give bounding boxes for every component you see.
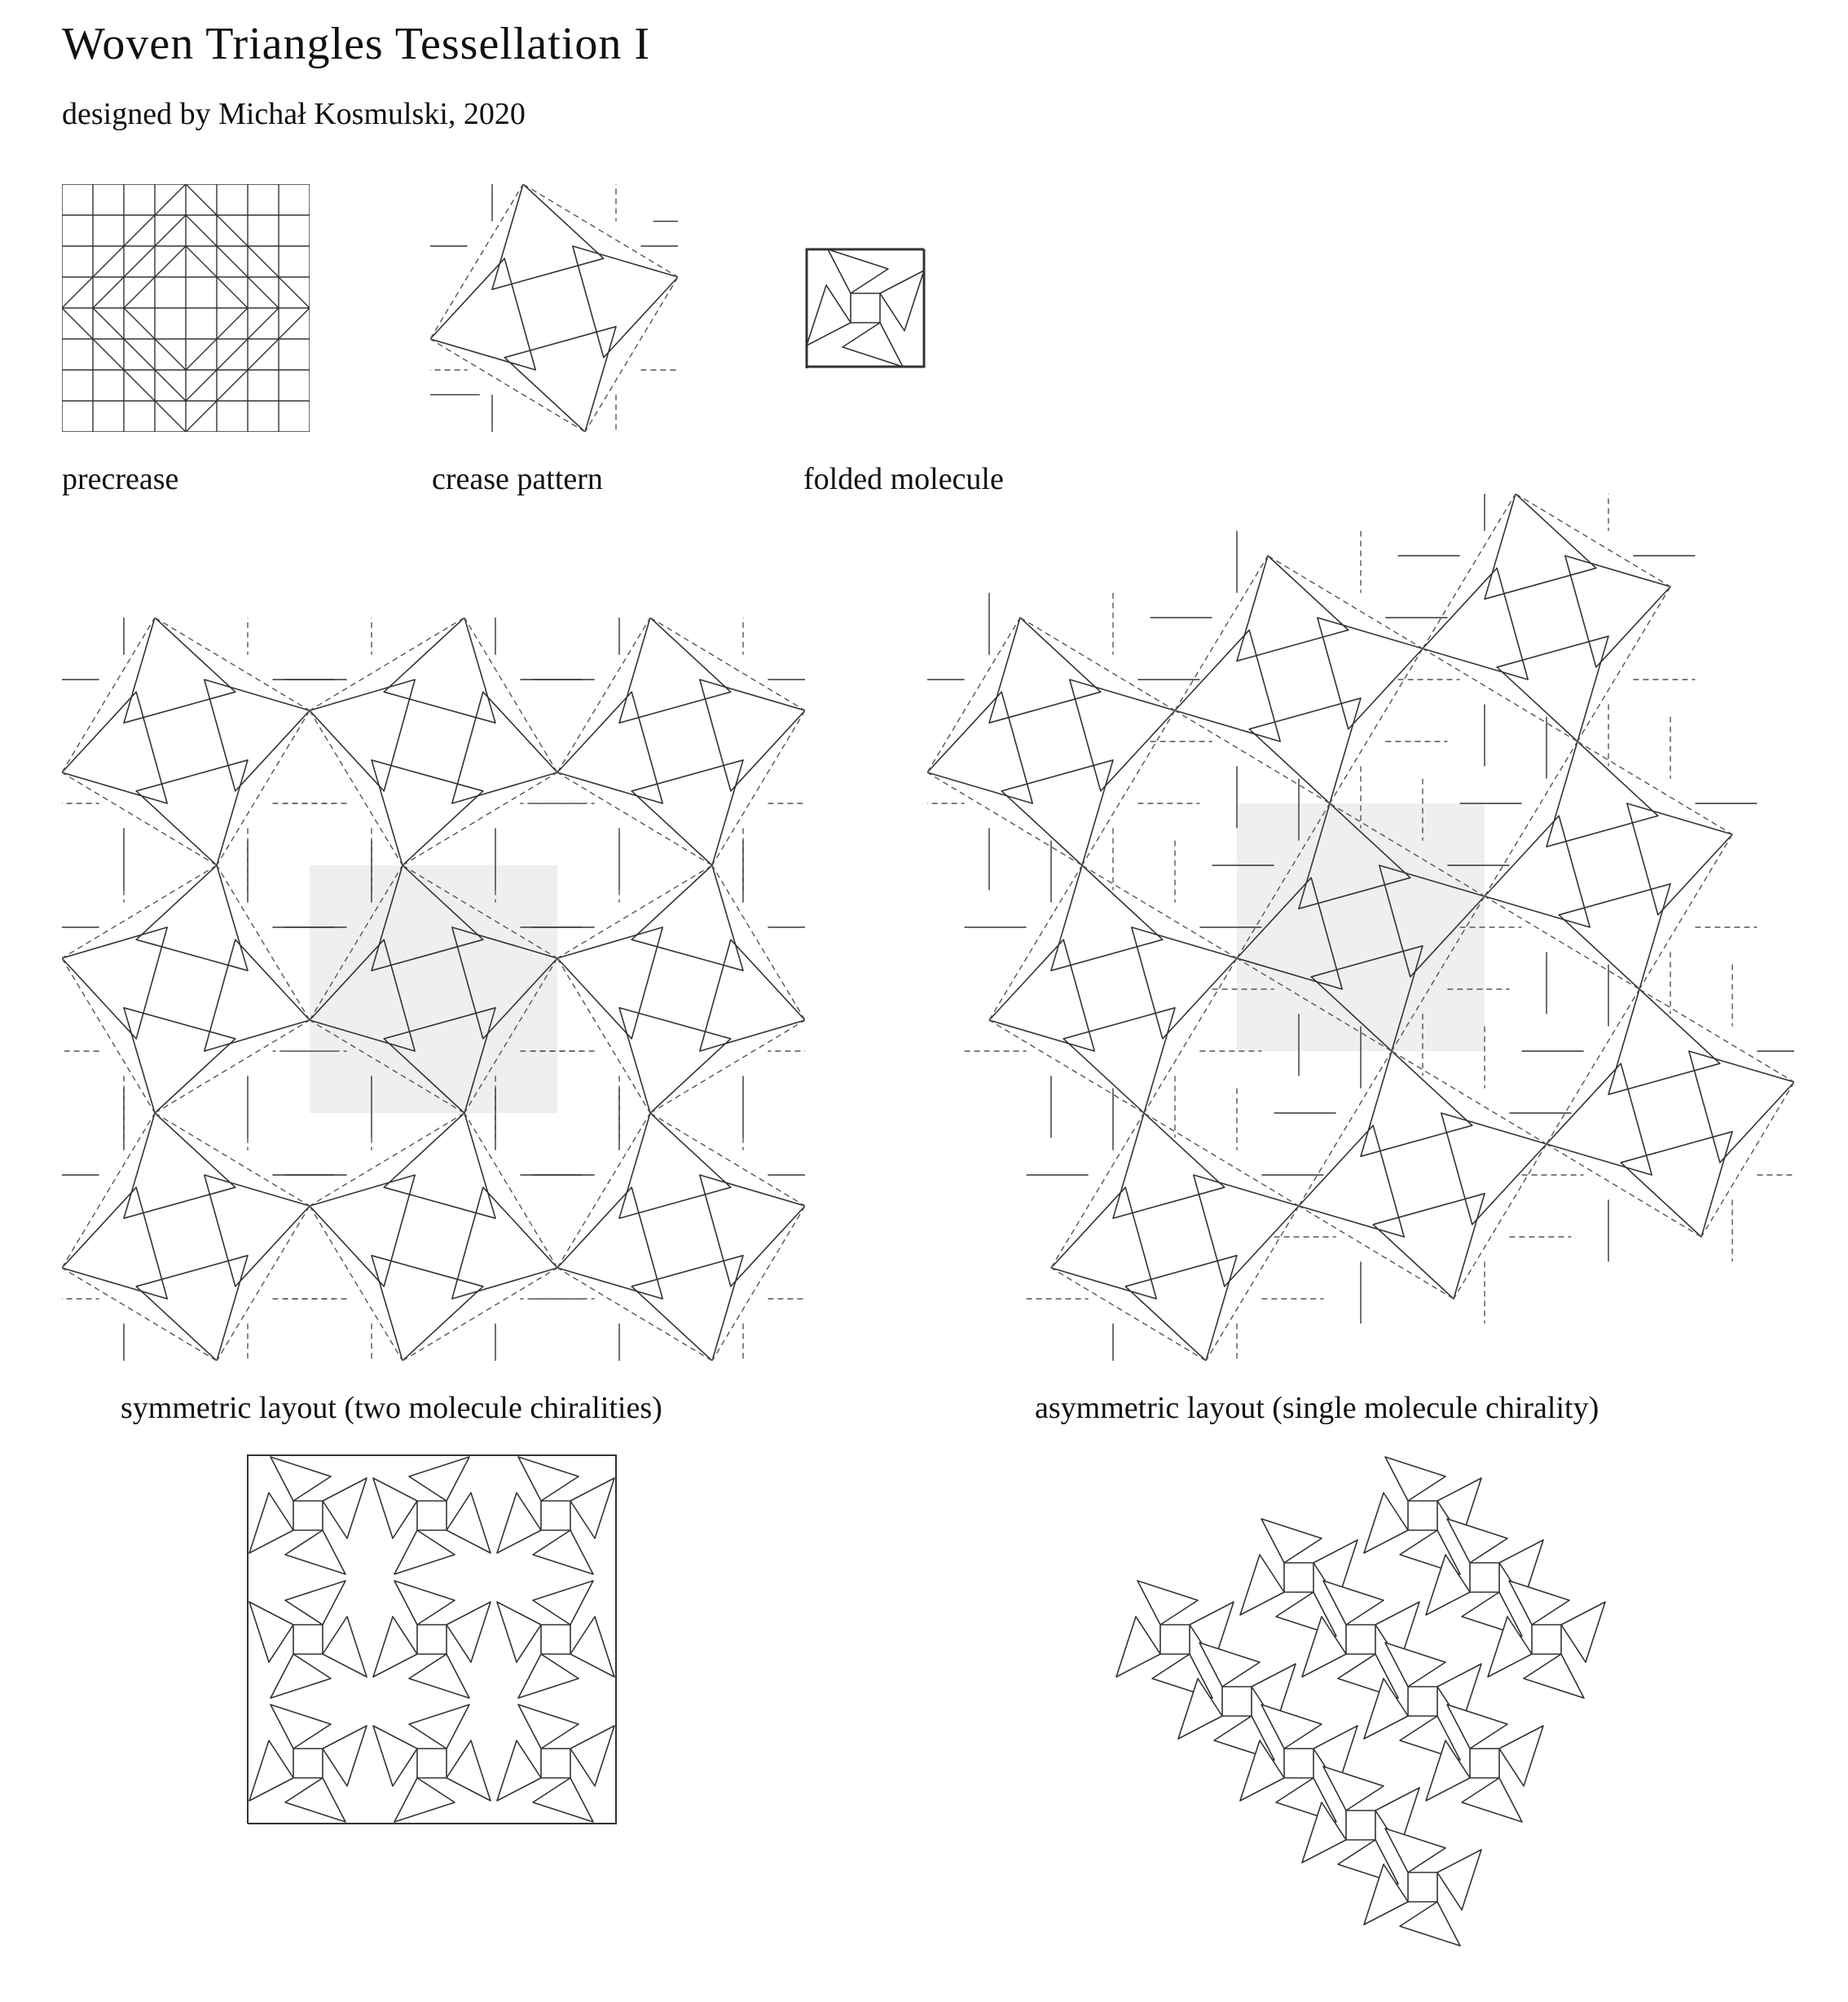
- symmetric-layout-folded: [246, 1454, 618, 1825]
- valley-fold: [989, 865, 1082, 1020]
- folded-triangle: [323, 1478, 367, 1538]
- folded-triangle: [285, 1530, 345, 1574]
- valley-fold: [1423, 649, 1577, 741]
- folded-center: [1346, 1811, 1375, 1840]
- folded-center: [1160, 1625, 1190, 1654]
- valley-fold: [712, 711, 805, 865]
- highlight-region: [1237, 803, 1485, 1051]
- folded-triangle: [271, 1654, 331, 1698]
- valley-fold: [585, 277, 678, 432]
- valley-fold: [1299, 1051, 1392, 1206]
- valley-fold: [1577, 587, 1670, 741]
- folded-triangle: [1116, 1617, 1160, 1677]
- folded-triangle: [1199, 1643, 1260, 1687]
- folded-edge: [807, 249, 924, 367]
- folded-center: [417, 1501, 447, 1530]
- valley-fold: [650, 618, 805, 711]
- folded-triangle: [285, 1581, 345, 1625]
- folded-triangle: [373, 1617, 417, 1677]
- diagonal-line: [186, 308, 279, 401]
- folded-triangle: [249, 1602, 293, 1662]
- page-subtitle: designed by Michał Kosmulski, 2020: [62, 97, 526, 131]
- folded-triangle: [373, 1726, 417, 1786]
- valley-fold: [1051, 1268, 1206, 1361]
- valley-fold: [650, 1113, 805, 1206]
- folded-triangle: [1447, 1705, 1507, 1749]
- folded-molecule-caption: folded molecule: [803, 462, 1004, 496]
- folded-triangle: [1364, 1493, 1408, 1553]
- folded-triangle: [249, 1740, 293, 1801]
- crease-pattern-diagram: [430, 184, 678, 432]
- valley-fold: [1206, 1206, 1299, 1361]
- valley-fold: [557, 772, 712, 865]
- valley-fold: [430, 339, 585, 432]
- valley-fold: [1516, 494, 1670, 587]
- valley-fold: [464, 1113, 557, 1268]
- asymmetric-layout-crease-pattern: [927, 494, 1794, 1361]
- valley-fold: [557, 1113, 650, 1268]
- symmetric-layout-caption: symmetric layout (two molecule chiralities): [121, 1391, 662, 1425]
- valley-fold: [62, 1113, 155, 1268]
- valley-fold: [1051, 1113, 1144, 1268]
- folded-triangle: [533, 1530, 593, 1574]
- diagonal-line: [186, 215, 279, 308]
- valley-fold: [155, 1113, 310, 1206]
- valley-fold: [310, 1113, 464, 1206]
- valley-fold: [1639, 989, 1794, 1082]
- folded-triangle: [373, 1478, 417, 1538]
- valley-fold: [927, 618, 1020, 772]
- precrease-diagram: [62, 184, 310, 432]
- folded-triangle: [518, 1705, 579, 1749]
- valley-fold: [1082, 711, 1175, 865]
- folded-triangle: [409, 1705, 469, 1749]
- valley-fold: [62, 865, 217, 958]
- diagonal-line: [93, 215, 186, 308]
- folded-triangle: [497, 1740, 541, 1801]
- valley-fold: [62, 618, 155, 772]
- folded-center: [417, 1749, 447, 1778]
- folded-triangle: [1323, 1581, 1384, 1625]
- valley-fold: [1299, 1206, 1454, 1299]
- valley-fold: [989, 1020, 1144, 1113]
- folded-triangle: [1524, 1654, 1584, 1698]
- folded-center: [1346, 1625, 1375, 1654]
- valley-fold: [217, 711, 310, 865]
- folded-triangle: [518, 1457, 579, 1501]
- valley-fold: [1392, 1051, 1547, 1144]
- folded-triangle: [1385, 1457, 1445, 1501]
- valley-fold: [310, 711, 403, 865]
- valley-fold: [523, 184, 678, 277]
- valley-fold: [155, 618, 310, 711]
- valley-fold: [310, 618, 464, 711]
- folded-triangle: [570, 1617, 614, 1677]
- folded-triangle: [1437, 1850, 1481, 1910]
- folded-center: [293, 1625, 323, 1654]
- folded-center: [1470, 1749, 1499, 1778]
- highlight-region: [310, 865, 557, 1113]
- folded-triangle: [843, 323, 903, 367]
- folded-center: [1408, 1687, 1437, 1716]
- folded-triangle: [1499, 1726, 1543, 1786]
- folded-triangle: [1385, 1643, 1445, 1687]
- valley-fold: [1547, 1144, 1701, 1237]
- valley-fold: [1701, 1082, 1794, 1237]
- folded-triangle: [323, 1617, 367, 1677]
- folded-triangle: [271, 1705, 331, 1749]
- folded-triangle: [497, 1493, 541, 1553]
- valley-fold: [464, 618, 557, 772]
- symmetric-layout-crease-pattern: [62, 618, 805, 1361]
- folded-triangle: [828, 249, 888, 293]
- valley-fold: [557, 618, 650, 772]
- folded-triangle: [533, 1581, 593, 1625]
- valley-fold: [217, 865, 310, 1020]
- valley-fold: [1577, 741, 1732, 834]
- folded-triangle: [323, 1726, 367, 1786]
- folded-triangle: [1447, 1519, 1507, 1563]
- folded-triangle: [533, 1778, 593, 1822]
- folded-triangle: [1561, 1602, 1605, 1662]
- folded-center: [293, 1501, 323, 1530]
- folded-center: [417, 1625, 447, 1654]
- valley-fold: [1330, 649, 1423, 803]
- folded-center: [1284, 1749, 1313, 1778]
- valley-fold: [1175, 711, 1330, 803]
- valley-fold: [403, 772, 557, 865]
- folded-triangle: [271, 1457, 331, 1501]
- folded-triangle: [285, 1778, 345, 1822]
- folded-triangle: [880, 271, 924, 331]
- asymmetric-layout-caption: asymmetric layout (single molecule chirality): [1035, 1391, 1599, 1425]
- folded-edge: [807, 249, 924, 368]
- valley-fold: [1485, 896, 1639, 989]
- valley-fold: [62, 772, 217, 865]
- valley-fold: [557, 1268, 712, 1361]
- valley-fold: [712, 1206, 805, 1361]
- folded-center: [1408, 1872, 1437, 1902]
- folded-center: [293, 1749, 323, 1778]
- page-title: Woven Triangles Tessellation I: [62, 19, 651, 69]
- folded-center: [541, 1501, 570, 1530]
- valley-fold: [927, 772, 1082, 865]
- folded-triangle: [394, 1530, 455, 1574]
- folded-triangle: [447, 1602, 491, 1662]
- folded-center: [1532, 1625, 1561, 1654]
- valley-fold: [1175, 556, 1268, 711]
- valley-fold: [1547, 989, 1639, 1144]
- asymmetric-layout-folded: [1113, 1454, 1608, 1949]
- folded-triangle: [807, 285, 851, 345]
- valley-fold: [1423, 494, 1516, 649]
- valley-fold: [430, 184, 523, 339]
- folded-center: [1284, 1563, 1313, 1592]
- folded-center: [851, 293, 880, 323]
- folded-triangle: [1509, 1581, 1569, 1625]
- folded-triangle: [1400, 1902, 1460, 1946]
- folded-triangle: [1462, 1778, 1522, 1822]
- folded-triangle: [570, 1726, 614, 1786]
- valley-fold: [1144, 1113, 1299, 1206]
- valley-fold: [310, 1206, 403, 1361]
- folded-triangle: [1261, 1705, 1322, 1749]
- valley-fold: [1454, 1144, 1547, 1299]
- valley-fold: [62, 1268, 217, 1361]
- valley-fold: [1020, 618, 1175, 711]
- folded-triangle: [394, 1581, 455, 1625]
- valley-fold: [403, 1268, 557, 1361]
- folded-triangle: [1385, 1828, 1445, 1872]
- folded-center: [541, 1749, 570, 1778]
- folded-triangle: [497, 1602, 541, 1662]
- folded-triangle: [394, 1778, 455, 1822]
- valley-fold: [1485, 741, 1577, 896]
- folded-triangle: [447, 1740, 491, 1801]
- folded-triangle: [1240, 1555, 1284, 1615]
- folded-triangle: [409, 1654, 469, 1698]
- valley-fold: [650, 1020, 805, 1113]
- folded-triangle: [447, 1493, 491, 1553]
- valley-fold: [1268, 556, 1423, 649]
- diagonal-line: [93, 308, 186, 401]
- folded-molecule-diagram: [803, 246, 927, 370]
- valley-fold: [1639, 834, 1732, 989]
- folded-triangle: [1323, 1767, 1384, 1811]
- folded-center: [1408, 1501, 1437, 1530]
- crease-pattern-caption: crease pattern: [432, 462, 603, 496]
- folded-triangle: [1261, 1519, 1322, 1563]
- valley-fold: [1144, 958, 1237, 1113]
- valley-fold: [155, 1020, 310, 1113]
- folded-triangle: [409, 1457, 469, 1501]
- folded-center: [1470, 1563, 1499, 1592]
- folded-center: [1222, 1687, 1252, 1716]
- folded-center: [541, 1625, 570, 1654]
- precrease-caption: precrease: [62, 462, 179, 496]
- folded-triangle: [1137, 1581, 1198, 1625]
- folded-triangle: [249, 1493, 293, 1553]
- valley-fold: [62, 958, 155, 1113]
- valley-fold: [557, 958, 650, 1113]
- valley-fold: [557, 865, 712, 958]
- valley-fold: [712, 865, 805, 1020]
- folded-triangle: [518, 1654, 579, 1698]
- valley-fold: [1082, 865, 1237, 958]
- folded-triangle: [570, 1478, 614, 1538]
- valley-fold: [217, 1206, 310, 1361]
